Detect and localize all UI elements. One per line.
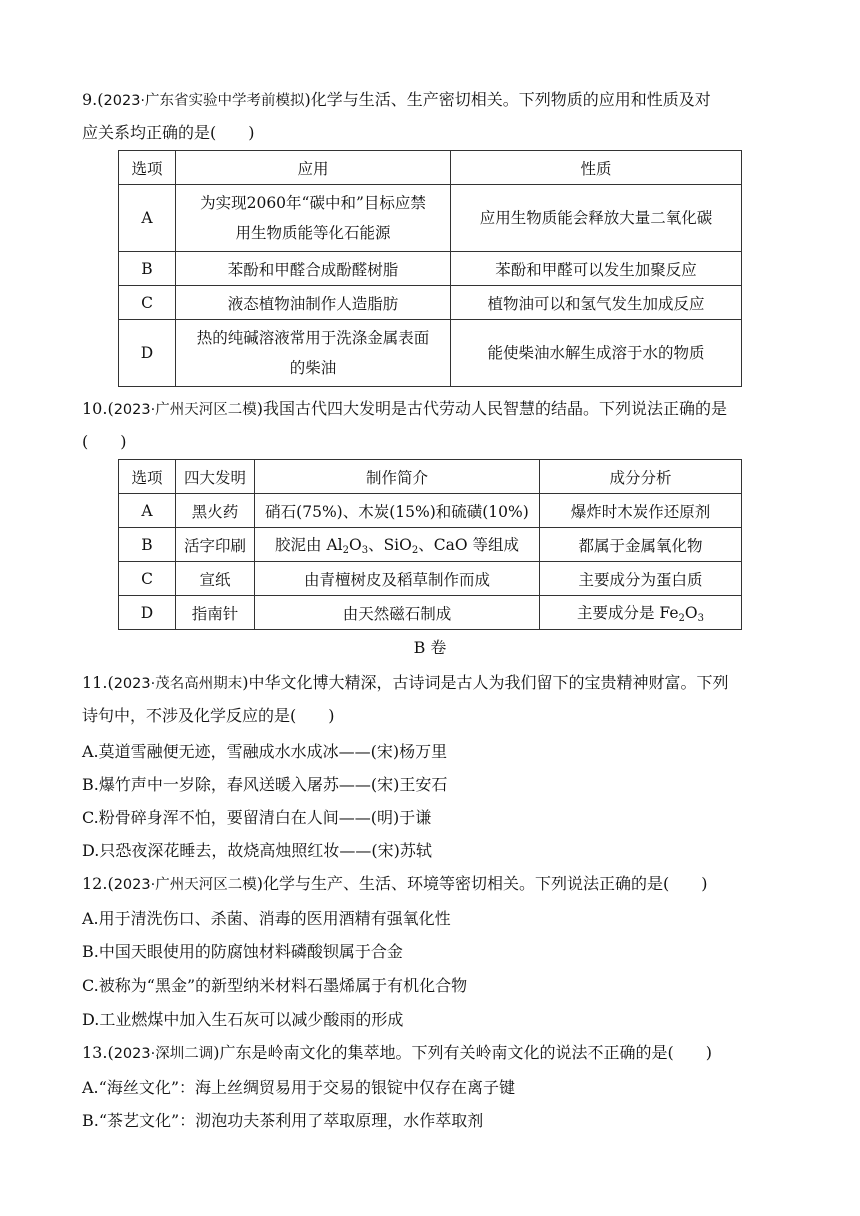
option-b: B.爆竹声中一岁除，春风送暖入屠苏——(宋)王安石 bbox=[82, 775, 448, 794]
formula-text: O bbox=[684, 604, 698, 622]
formula-text: 主要成分是 Fe bbox=[577, 604, 679, 622]
option-b: B.“茶艺文化”：沏泡功夫茶利用了萃取原理，水作萃取剂 bbox=[82, 1111, 484, 1130]
table-cell: 能使柴油水解生成溶于水的物质 bbox=[451, 320, 742, 387]
table-cell: 爆炸时木炭作还原剂 bbox=[540, 494, 742, 528]
table-row bbox=[119, 494, 742, 528]
question-13-stem bbox=[82, 1037, 782, 1070]
question-11 bbox=[82, 667, 782, 732]
question-text: )中华文化博大精深，古诗词是古人为我们留下的宝贵精神财富。下列 bbox=[242, 673, 729, 692]
question-number: 10.( bbox=[82, 399, 114, 418]
table-row bbox=[119, 596, 742, 630]
table-cell: 苯酚和甲醛合成酚醛树脂 bbox=[176, 252, 451, 286]
question-12 bbox=[82, 868, 782, 901]
option-a: A.莫道雪融便无迹，雪融成水水成冰——(宋)杨万里 bbox=[82, 742, 448, 761]
question-9-stem bbox=[82, 84, 782, 117]
question-source: 2023·茂名高州期末 bbox=[113, 676, 243, 692]
table-cell: 由天然磁石制成 bbox=[255, 596, 540, 630]
table-cell: 应用生物质能会释放大量二氧化碳 bbox=[451, 185, 742, 252]
table-row bbox=[119, 528, 742, 562]
question-text: )我国古代四大发明是古代劳动人民智慧的结晶。下列说法正确的是 bbox=[256, 399, 727, 418]
table-cell-option: A bbox=[119, 494, 176, 528]
question-source: 2023·广东省实验中学考前模拟 bbox=[103, 93, 305, 109]
formula-text: 、CaO 等组成 bbox=[418, 536, 519, 554]
subscript: 3 bbox=[361, 545, 369, 556]
question-10 bbox=[82, 393, 782, 458]
table-row bbox=[119, 562, 742, 596]
table-cell: 主要成分为蛋白质 bbox=[540, 562, 742, 596]
table-row bbox=[119, 185, 742, 252]
question-source: 2023·深圳二调 bbox=[113, 1046, 214, 1062]
formula-text: O bbox=[348, 536, 362, 554]
formula-text: 胶泥由 Al bbox=[275, 536, 343, 554]
subscript: 2 bbox=[411, 545, 419, 556]
table-cell: 活字印刷 bbox=[176, 528, 255, 562]
question-11-stem bbox=[82, 667, 782, 700]
table-cell-option: D bbox=[119, 596, 176, 630]
question-text: )化学与生活、生产密切相关。下列物质的应用和性质及对 bbox=[304, 90, 711, 109]
question-13 bbox=[82, 1037, 782, 1070]
table-cell: 植物油可以和氢气发生加成反应 bbox=[451, 286, 742, 320]
formula-text: 、SiO bbox=[368, 536, 412, 554]
question-text-cont: 诗句中，不涉及化学反应的是( ) bbox=[82, 706, 335, 725]
table-cell: 黑火药 bbox=[176, 494, 255, 528]
table-header: 制作简介 bbox=[255, 460, 540, 494]
option-c: C.粉骨碎身浑不怕，要留清白在人间——(明)于谦 bbox=[82, 808, 432, 827]
table-header: 成分分析 bbox=[540, 460, 742, 494]
table-cell bbox=[255, 528, 540, 562]
table-header: 选项 bbox=[119, 460, 176, 494]
question-10-stem bbox=[82, 393, 782, 426]
table-cell: 为实现2060年“碳中和”目标应禁用生物质能等化石能源 bbox=[176, 185, 451, 252]
option-b: B.中国天眼使用的防腐蚀材料磷酸钡属于合金 bbox=[82, 942, 403, 961]
table-cell-option: C bbox=[119, 562, 176, 596]
table-cell-option: A bbox=[119, 185, 176, 252]
table-cell: 指南针 bbox=[176, 596, 255, 630]
question-text-cont: 应关系均正确的是( ) bbox=[82, 123, 255, 142]
section-heading: B 卷 bbox=[413, 638, 447, 657]
table-cell: 宣纸 bbox=[176, 562, 255, 596]
option-d: D.只恐夜深花睡去，故烧高烛照红妆——(宋)苏轼 bbox=[82, 841, 432, 860]
question-number: 9.( bbox=[82, 90, 104, 109]
table-cell-option: B bbox=[119, 252, 176, 286]
table-cell: 热的纯碱溶液常用于洗涤金属表面的柴油 bbox=[176, 320, 451, 387]
table-header: 选项 bbox=[119, 151, 176, 185]
question-10-table bbox=[118, 459, 742, 630]
question-number: 12.( bbox=[82, 874, 114, 893]
question-source: 2023·广州天河区二模 bbox=[113, 402, 257, 418]
option-a: A.“海丝文化”：海上丝绸贸易用于交易的银锭中仅存在离子键 bbox=[82, 1078, 516, 1097]
table-cell-option: D bbox=[119, 320, 176, 387]
table-header: 应用 bbox=[176, 151, 451, 185]
question-number: 11.( bbox=[82, 673, 114, 692]
table-cell-option: C bbox=[119, 286, 176, 320]
question-text-cont: ( ) bbox=[82, 432, 127, 451]
question-number: 13.( bbox=[82, 1043, 114, 1062]
option-a: A.用于清洗伤口、杀菌、消毒的医用酒精有强氧化性 bbox=[82, 909, 451, 928]
question-text: )广东是岭南文化的集萃地。下列有关岭南文化的说法不正确的是( ) bbox=[213, 1043, 712, 1062]
table-cell bbox=[540, 596, 742, 630]
table-cell: 都属于金属氧化物 bbox=[540, 528, 742, 562]
question-source: 2023·广州天河区二模 bbox=[113, 877, 257, 893]
subscript: 2 bbox=[678, 613, 685, 624]
table-cell: 苯酚和甲醛可以发生加聚反应 bbox=[451, 252, 742, 286]
table-row bbox=[119, 252, 742, 286]
table-cell: 硝石(75%)、木炭(15%)和硫磺(10%) bbox=[255, 494, 540, 528]
table-cell-option: B bbox=[119, 528, 176, 562]
subscript: 2 bbox=[342, 545, 349, 556]
table-header: 四大发明 bbox=[176, 460, 255, 494]
table-cell: 液态植物油制作人造脂肪 bbox=[176, 286, 451, 320]
table-header: 性质 bbox=[451, 151, 742, 185]
option-c: C.被称为“黑金”的新型纳米材料石墨烯属于有机化合物 bbox=[82, 976, 468, 995]
question-9 bbox=[82, 84, 782, 149]
table-row bbox=[119, 286, 742, 320]
question-12-stem bbox=[82, 868, 782, 901]
question-9-table bbox=[118, 150, 742, 387]
table-cell: 由青檀树皮及稻草制作而成 bbox=[255, 562, 540, 596]
option-d: D.工业燃煤中加入生石灰可以减少酸雨的形成 bbox=[82, 1010, 404, 1029]
question-text: )化学与生产、生活、环境等密切相关。下列说法正确的是( ) bbox=[256, 874, 708, 893]
subscript: 3 bbox=[697, 613, 704, 624]
table-row bbox=[119, 320, 742, 387]
